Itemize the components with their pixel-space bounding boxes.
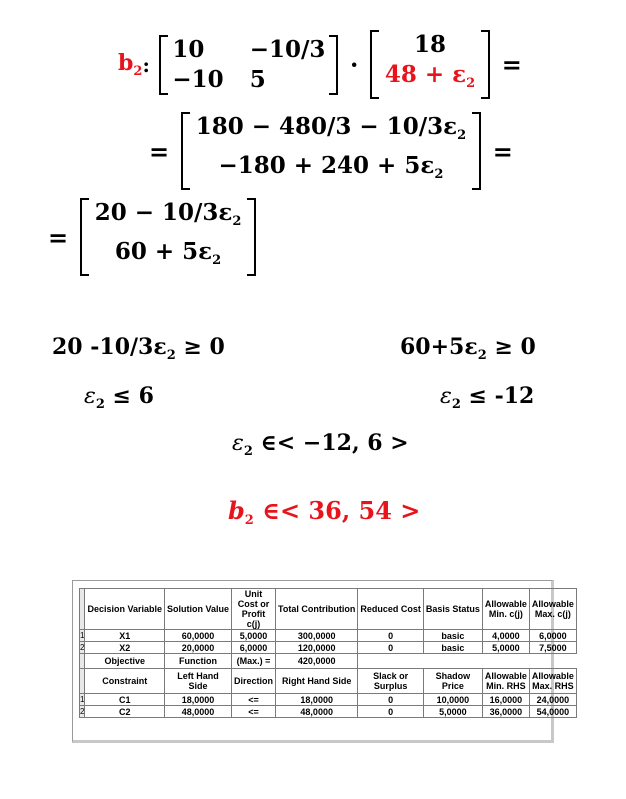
table-row: 1 C1 18,0000 <= 18,0000 0 10,0000 16,0000 24,0000 (80, 694, 577, 706)
table-header-row (80, 669, 577, 694)
inequality-right-1: $60+5\varepsilon_2 \ge 0$ (400, 334, 536, 363)
table-header-cell: Allowable Max. c(j) (529, 589, 576, 630)
matrix-line-3 (80, 198, 257, 276)
solution-report-table (79, 588, 577, 718)
line3-cell: $20 - 10/3\varepsilon_2$ (94, 199, 242, 229)
b2-range: $b_2$ ∈< 36, 54 > (228, 496, 421, 528)
table-header-cell: Reduced Cost (358, 589, 424, 630)
table-row: 1 X1 60,0000 5,0000 300,0000 0 basic 4,0000 6,0000 (80, 630, 577, 642)
inequality-right-2: $\varepsilon_2 \le -12$ (440, 383, 535, 412)
equation-line-1 (118, 30, 528, 99)
matrix-a-cell: 5 (249, 65, 266, 93)
table-header-cell: Allowable Min. c(j) (482, 589, 529, 630)
table-header-cell: Left Hand Side (165, 669, 232, 694)
table-header-cell: Allowable Min. RHS (482, 669, 529, 694)
line2-cell: $-180 + 240 + 5\varepsilon_2$ (218, 152, 444, 182)
b2-label: $b_2$ (118, 50, 143, 79)
equals-sign: = (492, 136, 513, 166)
table-header-cell: Right Hand Side (276, 669, 358, 694)
table-header-cell: Decision Variable (85, 589, 165, 630)
equation-line-3 (48, 198, 256, 276)
line3-cell: $60 + 5\varepsilon_2$ (114, 238, 222, 268)
equals-sign: = (48, 222, 69, 252)
dot-operator: · (349, 50, 359, 79)
matrix-a (159, 35, 338, 95)
table-header-cell: Direction (232, 669, 276, 694)
label-colon: : (142, 52, 150, 77)
epsilon-range: $\varepsilon_2$ ∈< −12, 6 > (232, 430, 409, 459)
matrix-a-cell: −10/3 (249, 35, 326, 63)
equals-sign: = (501, 50, 522, 79)
table-header-cell: Shadow Price (423, 669, 482, 694)
matrix-a-cell: 10 (172, 35, 205, 63)
vector-b (370, 30, 490, 99)
table-header-row (80, 589, 577, 630)
vector-b-cell: $48 + \varepsilon_2$ (384, 61, 476, 91)
table-header-cell: Constraint (85, 669, 165, 694)
table-header-cell: Slack or Surplus (358, 669, 424, 694)
table-row: 2 X2 20,0000 6,0000 120,0000 0 basic 5,0000 7,5000 (80, 642, 577, 654)
matrix-a-cell: −10 (172, 65, 224, 93)
equals-sign: = (149, 136, 170, 166)
equation-line-2 (143, 112, 519, 190)
table-header-cell: Solution Value (165, 589, 232, 630)
line2-cell: $180 - 480/3 - 10/3\varepsilon_2$ (195, 113, 467, 143)
solution-report-panel (72, 580, 574, 743)
vector-b-cell: 18 (414, 31, 447, 58)
table-header-cell: Allowable Max. RHS (529, 669, 576, 694)
matrix-line-2 (181, 112, 481, 190)
table-header-cell: Unit Cost or Profit c(j) (232, 589, 276, 630)
objective-row: Objective Function (Max.) = 420,0000 (80, 654, 577, 669)
inequality-left-1: 20 $-10/3\varepsilon_2 \ge 0$ (52, 334, 225, 363)
table-row: 2 C2 48,0000 <= 48,0000 0 5,0000 36,0000 54,0000 (80, 706, 577, 718)
table-header-cell: Basis Status (423, 589, 482, 630)
inequality-left-2: $\varepsilon_2 \le 6$ (84, 383, 154, 412)
table-header-cell: Total Contribution (276, 589, 358, 630)
